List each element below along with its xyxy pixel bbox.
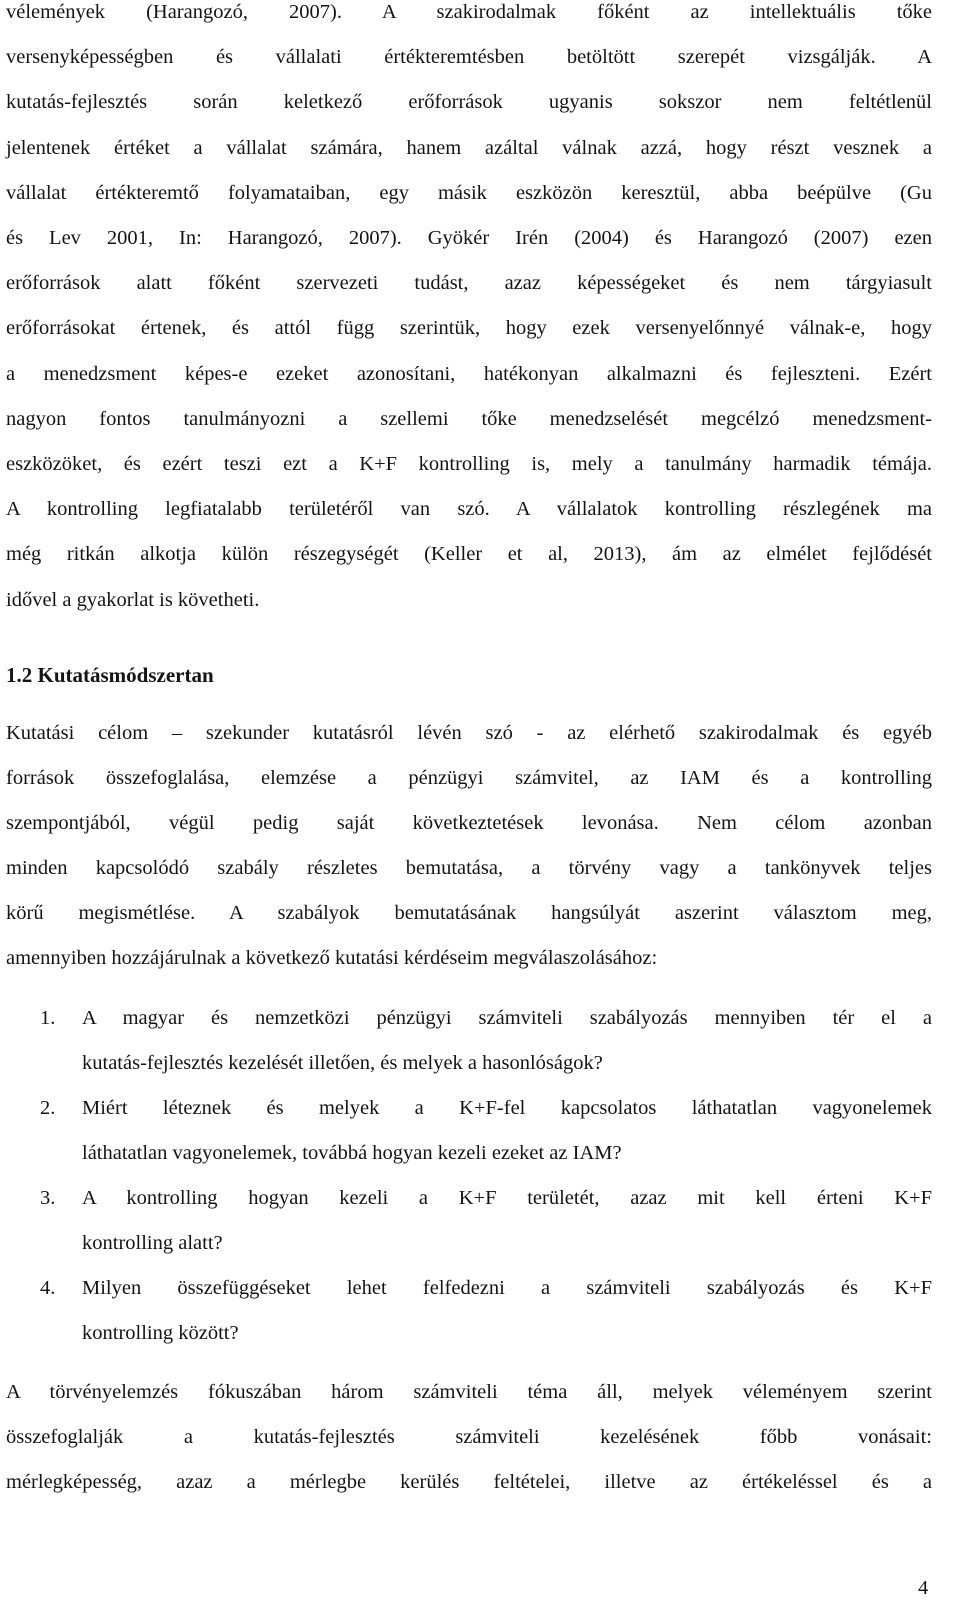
text-line: vélemények (Harangozó, 2007). A szakirodalmak főként az intellektuális tőke	[6, 1, 932, 23]
text-line: kutatás-fejlesztés kezelését illetően, és melyek a hasonlóságok?	[82, 1052, 603, 1074]
text-line: versenyképességben és vállalati értékteremtésben betöltött szerepét vizsgálják. A	[6, 46, 932, 68]
text-line: még ritkán alkotja külön részegységét (Keller et al, 2013), ám az elmélet fejlődését	[6, 543, 932, 565]
section-heading: 1.2 Kutatásmódszertan	[6, 663, 214, 687]
text-line: források összefoglalása, elemzése a pénzügyi számvitel, az IAM és a kontrolling	[6, 767, 932, 789]
text-line: a menedzsment képes-e ezeket azonosítani, hatékonyan alkalmazni és fejleszteni. Ezért	[6, 363, 932, 385]
text-line: A kontrolling hogyan kezeli a K+F területét, azaz mit kell érteni K+F	[82, 1187, 932, 1209]
page-number: 4	[918, 1577, 929, 1599]
text-line: Milyen összefüggéseket lehet felfedezni a számviteli szabályozás és K+F	[82, 1277, 932, 1299]
text-line: és Lev 2001, In: Harangozó, 2007). Gyökér Irén (2004) és Harangozó (2007) ezen	[6, 227, 932, 249]
text-line: kontrolling között?	[82, 1322, 239, 1344]
text-line: erőforrások alatt főként szervezeti tudást, azaz képességeket és nem tárgyiasult	[6, 272, 932, 294]
text-line: A kontrolling legfiatalabb területéről van szó. A vállalatok kontrolling részlegének ma	[6, 498, 932, 520]
text-line: Kutatási célom – szekunder kutatásról lévén szó - az elérhető szakirodalmak és egyéb	[6, 722, 932, 744]
text-line: idővel a gyakorlat is követheti.	[6, 589, 260, 611]
text-line: A magyar és nemzetközi pénzügyi számviteli szabályozás mennyiben tér el a	[82, 1007, 932, 1029]
list-item-number: 3.	[40, 1187, 56, 1209]
text-line: amennyiben hozzájárulnak a következő kutatási kérdéseim megválaszolásához:	[6, 947, 658, 969]
text-line: nagyon fontos tanulmányozni a szellemi tőke menedzselését megcélzó menedzsment-	[6, 408, 932, 430]
text-line: Miért léteznek és melyek a K+F-fel kapcsolatos láthatatlan vagyonelemek	[82, 1097, 932, 1119]
text-line: szempontjából, végül pedig saját következtetések levonása. Nem célom azonban	[6, 812, 932, 834]
text-line: mérlegképesség, azaz a mérlegbe kerülés feltételei, illetve az értékeléssel és a	[6, 1471, 932, 1493]
text-line: jelentenek értéket a vállalat számára, hanem azáltal válnak azzá, hogy részt vesznek a	[6, 137, 932, 159]
text-line: vállalat értékteremtő folyamataiban, egy másik eszközön keresztül, abba beépülve (Gu	[6, 182, 932, 204]
list-item-number: 2.	[40, 1097, 56, 1119]
text-line: kontrolling alatt?	[82, 1232, 223, 1254]
text-line: láthatatlan vagyonelemek, továbbá hogyan kezeli ezeket az IAM?	[82, 1142, 622, 1164]
text-line: erőforrásokat értenek, és attól függ szerintük, hogy ezek versenyelőnnyé válnak-e, hogy	[6, 317, 932, 339]
list-item-number: 1.	[40, 1007, 56, 1029]
text-line: A törvényelemzés fókuszában három számviteli téma áll, melyek véleményem szerint	[6, 1381, 932, 1403]
text-line: körű megismétlése. A szabályok bemutatásának hangsúlyát aszerint választom meg,	[6, 902, 932, 924]
text-line: minden kapcsolódó szabály részletes bemutatása, a törvény vagy a tankönyvek teljes	[6, 857, 932, 879]
text-line: kutatás-fejlesztés során keletkező erőforrások ugyanis sokszor nem feltétlenül	[6, 91, 932, 113]
text-line: összefoglalják a kutatás-fejlesztés számviteli kezelésének főbb vonásait:	[6, 1426, 932, 1448]
text-line: eszközöket, és ezért teszi ezt a K+F kontrolling is, mely a tanulmány harmadik témája.	[6, 453, 932, 475]
list-item-number: 4.	[40, 1277, 56, 1299]
